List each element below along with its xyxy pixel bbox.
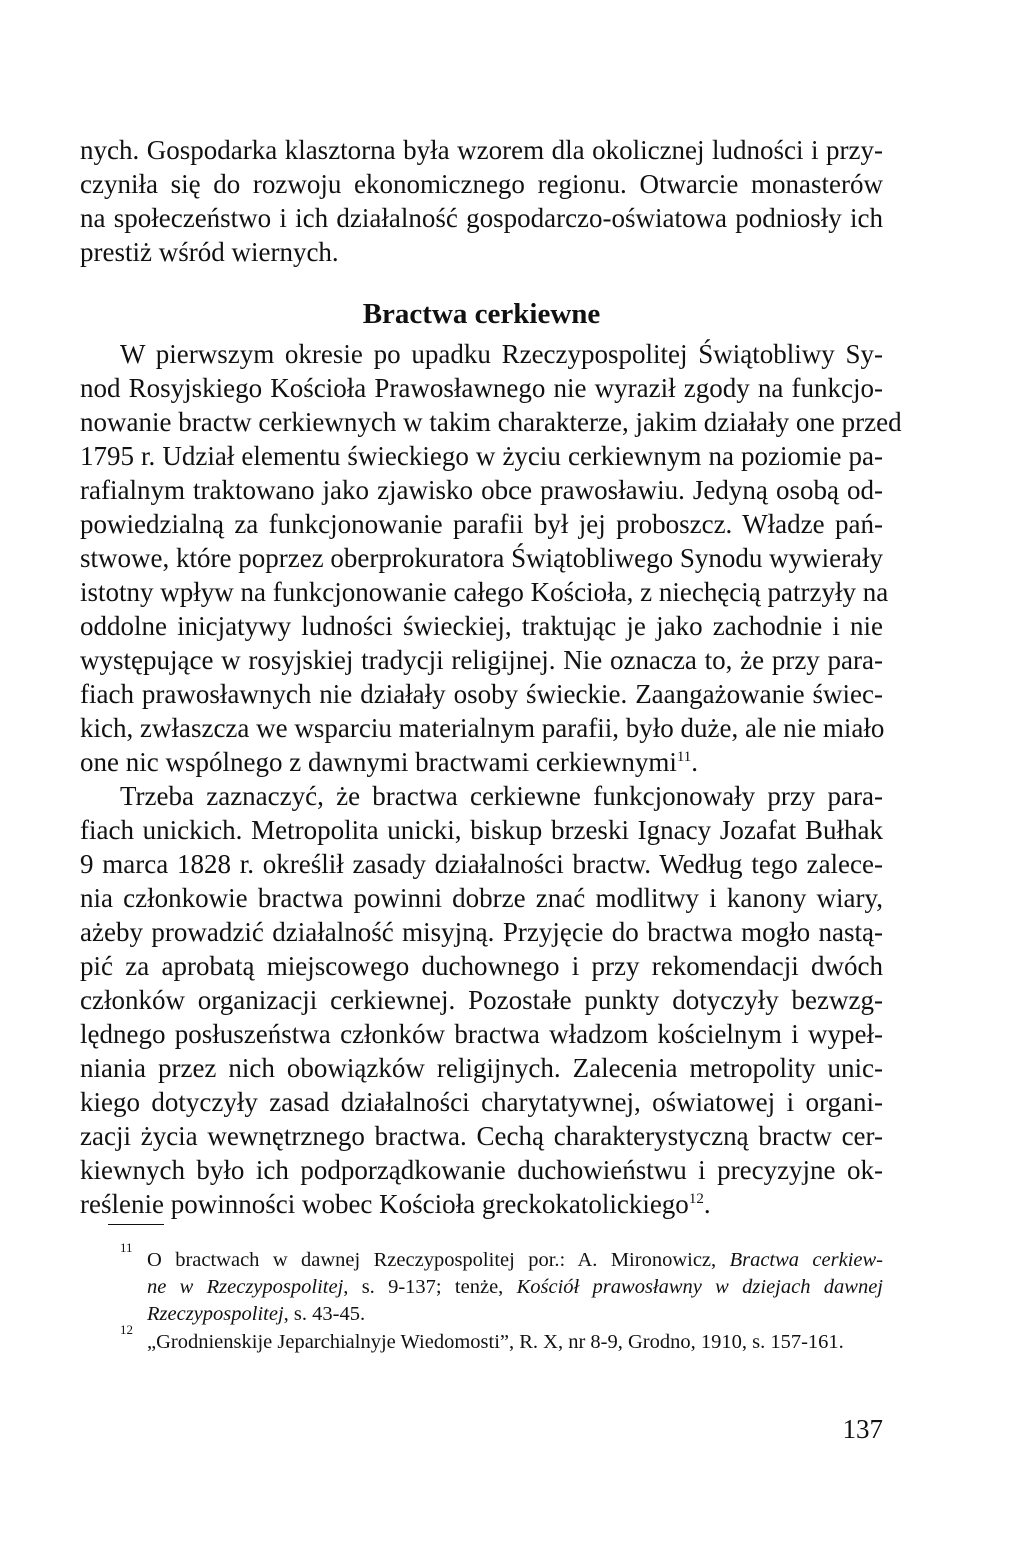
paragraph-line: istotny wpływ na funkcjonowanie całego Kościoła, z niechęcią patrzyły na	[80, 577, 889, 607]
paragraph-line: kich, zwłaszcza we wsparciu materialnym parafii, było duże, ale nie miało	[80, 713, 885, 743]
footnote-text: , s. 43-45.	[283, 1303, 366, 1325]
paragraph-line: nod Rosyjskiego Kościoła Prawosławnego nie wyraził zgody na funkcjo-	[80, 373, 883, 403]
paragraph-line: 9 marca 1828 r. określił zasady działalności bractw. Według tego zalece-	[80, 849, 883, 879]
footnote-text: , s. 9-137; tenże,	[343, 1276, 517, 1298]
paragraph-line: W pierwszym okresie po upadku Rzeczypospolitej Świątobliwy Sy-	[120, 339, 883, 369]
paragraph-line: powiedzialną za funkcjonowanie parafii był jej proboszcz. Władze pań-	[80, 509, 883, 539]
intro-line: nych. Gospodarka klasztorna była wzorem dla okolicznej ludności i przy-	[80, 135, 883, 165]
paragraph-line: 1795 r. Udział elementu świeckiego w życiu cerkiewnym na poziomie pa-	[80, 441, 883, 471]
sentence-end: .	[703, 1189, 711, 1219]
footnote-line: „Grodnienskije Jeparchialnyje Wiedomosti”, R. X, nr 8-9, Grodno, 1910, s. 157-161.	[147, 1331, 844, 1353]
intro-line: prestiż wśród wiernych.	[80, 237, 339, 267]
sentence-end: .	[691, 747, 699, 777]
paragraph-line: nia członkowie bractwa powinni dobrze znać modlitwy i kanony wiary,	[80, 883, 883, 913]
paragraph-line: fiach prawosławnych nie działały osoby świeckie. Zaangażowanie świec-	[80, 679, 883, 709]
footnote-reference-12[interactable]: 12	[688, 1191, 704, 1207]
paragraph-line: nowanie bractw cerkiewnych w takim charakterze, jakim działały one przed	[80, 407, 902, 437]
footnote-divider	[108, 1224, 164, 1225]
footnote-title: ne w Rzeczypospolitej	[147, 1276, 344, 1298]
paragraph-line	[80, 1187, 883, 1221]
footnote-line	[147, 1247, 883, 1274]
paragraph-line: pić za aprobatą miejscowego duchownego i przy rekomendacji dwóch	[80, 951, 883, 981]
paragraph-line: oddolne inicjatywy ludności świeckiej, traktując je jako zachodnie i nie	[80, 611, 883, 641]
footnote-number-11: 11	[120, 1240, 133, 1255]
paragraph-line-text: reślenie powinności wobec Kościoła greckokatolickiego	[80, 1189, 689, 1219]
footnote-reference-11[interactable]: 11	[676, 749, 692, 765]
intro-line: na społeczeństwo i ich działalność gospodarczo-oświatowa podniosły ich	[80, 203, 883, 233]
paragraph-line: ażeby prowadzić działalność misyjną. Przyjęcie do bractwa mogło nastą-	[80, 917, 883, 947]
paragraph-line: Trzeba zaznaczyć, że bractwa cerkiewne funkcjonowały przy para-	[120, 781, 883, 811]
paragraph-line: fiach unickich. Metropolita unicki, biskup brzeski Ignacy Jozafat Bułhak	[80, 815, 883, 845]
footnote-title: Rzeczypospolitej	[147, 1303, 284, 1325]
paragraph-line: rafialnym traktowano jako zjawisko obce prawosławiu. Jedyną osobą od-	[80, 475, 883, 505]
paragraph-line	[80, 745, 883, 779]
paragraph-line: kiego dotyczyły zasad działalności charytatywnej, oświatowej i organi-	[80, 1087, 883, 1117]
paragraph-line-text: one nic wspólnego z dawnymi bractwami cerkiewnymi	[80, 747, 677, 777]
paragraph-line: zacji życia wewnętrznego bractwa. Cechą charakterystyczną bractw cer-	[80, 1121, 883, 1151]
paragraph-line: członków organizacji cerkiewnej. Pozostałe punkty dotyczyły bezwzg-	[80, 985, 883, 1015]
footnote-number-12: 12	[120, 1322, 133, 1337]
footnote-title: Kościół prawosławny w dziejach dawnej	[516, 1276, 883, 1298]
intro-line: czyniła się do rozwoju ekonomicznego regionu. Otwarcie monasterów	[80, 169, 883, 199]
paragraph-line: lędnego posłuszeństwa członków bractwa władzom kościelnym i wypeł-	[80, 1019, 883, 1049]
footnote-text: O bractwach w dawnej Rzeczypospolitej por.: A. Mironowicz,	[147, 1249, 730, 1271]
footnote-line	[147, 1301, 883, 1328]
page-number: 137	[842, 1414, 883, 1444]
paragraph-line: występujące w rosyjskiej tradycji religijnej. Nie oznacza to, że przy para-	[80, 645, 883, 675]
footnote-line	[147, 1274, 883, 1301]
paragraph-line: niania przez nich obowiązków religijnych. Zalecenia metropolity unic-	[80, 1053, 883, 1083]
footnote-title: Bractwa cerkiew-	[729, 1249, 884, 1271]
paragraph-line: stwowe, które poprzez oberprokuratora Świątobliwego Synodu wywierały	[80, 543, 884, 573]
section-heading: Bractwa cerkiewne	[362, 298, 601, 330]
paragraph-line: kiewnych było ich podporządkowanie duchowieństwu i precyzyjne ok-	[80, 1155, 883, 1185]
